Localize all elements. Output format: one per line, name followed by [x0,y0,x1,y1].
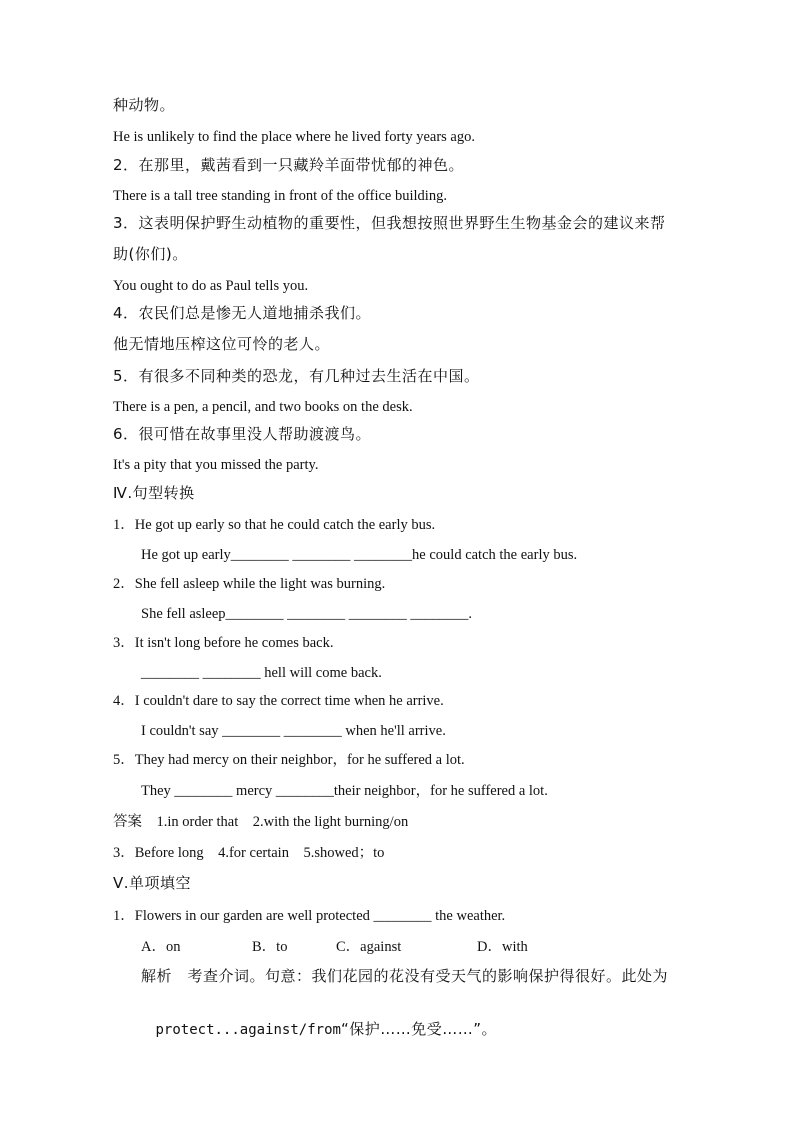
analysis-line: 解析 考查介词。句意：我们花园的花没有受天气的影响保护得很好。此处为 [141,967,669,985]
answer-blank-line: ________ ________ hell will come back. [141,665,382,681]
text-line: He is unlikely to find the place where he lived forty years ago. [113,129,475,145]
text-line: 种动物。 [113,96,176,114]
analysis-line [141,999,497,1060]
option-b: B．to [252,939,288,955]
option-c: C．against [336,939,402,955]
answer-blank-line: She fell asleep________ ________ ________ ________. [141,606,473,622]
text-line: 助(你们)。 [113,245,188,263]
option-a: A．on [141,939,181,955]
answer-key-line: 答案 1.in order that 2.with the light burning/on [113,814,409,830]
text-line: There is a tall tree standing in front of the office building. [113,188,447,204]
answer-blank-line: I couldn't say ________ ________ when he'll arrive. [141,723,446,739]
text-line: It's a pity that you missed the party. [113,457,319,473]
question-line: 5．They had mercy on their neighbor，for he suffered a lot. [113,752,465,768]
text-line: There is a pen, a pencil, and two books on the desk. [113,399,413,415]
question-line: 2．She fell asleep while the light was burning. [113,576,386,592]
question-line: 3．It isn't long before he comes back. [113,635,334,651]
analysis-text: “保护……免受……”。 [340,1020,497,1038]
question-line: 4．I couldn't dare to say the correct time when he arrive. [113,693,444,709]
text-line: You ought to do as Paul tells you. [113,278,309,294]
text-line: 5．有很多不同种类的恐龙，有几种过去生活在中国。 [113,367,480,385]
question-line: 1．Flowers in our garden are well protected ________ the weather. [113,908,506,924]
text-line: 4．农民们总是惨无人道地捕杀我们。 [113,304,372,322]
option-d: D．with [477,939,528,955]
text-line: 2．在那里，戴茜看到一只藏羚羊面带忧郁的神色。 [113,156,465,174]
section-heading: Ⅴ.单项填空 [113,874,192,892]
text-line: 6．很可惜在故事里没人帮助渡渡鸟。 [113,425,372,443]
section-heading: Ⅳ.句型转换 [113,484,195,502]
answer-key-line: 3．Before long 4.for certain 5.showed；to [113,845,385,861]
text-line: 3．这表明保护野生动植物的重要性，但我想按照世界野生生物基金会的建议来帮 [113,214,666,232]
analysis-code: protect...against/from [155,1022,341,1038]
text-line: 他无情地压榨这位可怜的老人。 [113,335,331,353]
answer-blank-line: They ________ mercy ________their neighbor，for he suffered a lot. [141,783,548,799]
answer-blank-line: He got up early________ ________ ________he could catch the early bus. [141,547,578,563]
question-line: 1．He got up early so that he could catch the early bus. [113,517,436,533]
